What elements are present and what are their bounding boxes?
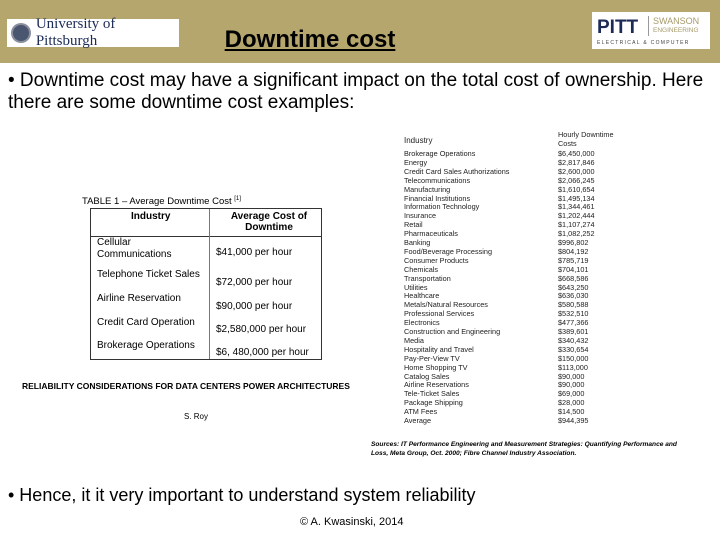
table2-row-cost: $340,432 bbox=[558, 335, 589, 345]
table2-row-industry: Food/Beverage Processing bbox=[404, 246, 493, 256]
table2-row-cost: $2,600,000 bbox=[558, 166, 595, 176]
table2-row-industry: Airline Reservations bbox=[404, 380, 469, 390]
table1-row-industry: Cellular Communications bbox=[97, 237, 172, 260]
table1-header bbox=[91, 209, 321, 237]
header-bar bbox=[0, 0, 720, 63]
table1-caption bbox=[82, 196, 241, 207]
table2-row-cost: $389,601 bbox=[558, 327, 589, 336]
table1-ref: [1] bbox=[234, 196, 241, 202]
table1-row-cost: $6, 480,000 per hour bbox=[216, 347, 309, 358]
table1-row-cost: $2,580,000 per hour bbox=[216, 324, 307, 335]
table1-header-cost: Average Cost of Downtime bbox=[230, 211, 308, 233]
table2-row-cost: $69,000 bbox=[558, 389, 585, 399]
table2-row-industry: Utilities bbox=[404, 282, 428, 292]
table2-row-industry: Construction and Engineering bbox=[404, 327, 501, 336]
table2-row-cost: $1,495,134 bbox=[558, 193, 595, 203]
table2-row-industry: Manufacturing bbox=[404, 184, 451, 194]
table2-row-industry: Energy bbox=[404, 157, 428, 167]
table2-row-industry: Package Shipping bbox=[404, 398, 463, 408]
table2-row-industry: Metals/Natural Resources bbox=[404, 300, 488, 310]
table2-row-cost: $14,500 bbox=[558, 407, 585, 417]
table2-row-industry: ATM Fees bbox=[404, 407, 438, 417]
table2-row-industry: Healthcare bbox=[404, 291, 440, 301]
table2-row-industry: Home Shopping TV bbox=[404, 362, 468, 372]
table2-row-cost: $90,000 bbox=[558, 380, 585, 390]
table2-row-cost: $580,588 bbox=[558, 300, 589, 310]
table2-row-industry: Catalog Sales bbox=[404, 371, 450, 381]
table1-row-industry: Telephone Ticket Sales bbox=[97, 269, 200, 280]
table1-row-cost: $41,000 per hour bbox=[216, 247, 293, 258]
table2-row-cost: $804,192 bbox=[558, 246, 589, 256]
table2-row-cost: $785,719 bbox=[558, 255, 589, 265]
table2-sources: Sources: IT Performance Engineering and Measurement Strategies: Quantifying Performance and Loss, Meta Group, Oct. 2000; Fibre Channel Industry Association. bbox=[371, 441, 677, 457]
table2-row-industry: Insurance bbox=[404, 211, 437, 221]
table2-row-cost: $532,510 bbox=[558, 309, 589, 319]
page-title: Downtime cost bbox=[224, 26, 396, 53]
column-divider bbox=[209, 209, 210, 359]
table1-source-title: RELIABILITY CONSIDERATIONS FOR DATA CENTERS POWER ARCHITECTURES bbox=[22, 381, 350, 391]
table2-row-industry: Tele-Ticket Sales bbox=[404, 389, 460, 399]
table2-row-industry: Consumer Products bbox=[404, 255, 469, 265]
table2-row-cost: $2,066,245 bbox=[558, 175, 595, 185]
table2-row-cost: $477,366 bbox=[558, 318, 589, 328]
logo-swanson bbox=[648, 16, 699, 36]
table2-row-cost: $643,250 bbox=[558, 282, 589, 292]
table2-row-industry: Brokerage Operations bbox=[404, 149, 476, 158]
table2-row-cost: $1,202,444 bbox=[558, 211, 595, 221]
table2-row-cost: $150,000 bbox=[558, 353, 589, 363]
table2-row-industry: Chemicals bbox=[404, 264, 439, 274]
table2-row-industry: Information Technology bbox=[404, 202, 480, 212]
table2-row-industry: Pay-Per-View TV bbox=[404, 353, 460, 363]
logo-swanson-text: SWANSON bbox=[653, 16, 700, 26]
table2-row-cost: $944,395 bbox=[558, 416, 589, 425]
table1-row-cost: $72,000 per hour bbox=[216, 277, 293, 288]
logo-pitt: PITT bbox=[597, 17, 639, 38]
table2-row-cost: $636,030 bbox=[558, 291, 589, 301]
table2-row-industry: Retail bbox=[404, 220, 423, 230]
table2-row-cost: $704,101 bbox=[558, 264, 589, 274]
table1-author: S. Roy bbox=[184, 412, 209, 421]
table1-header-industry: Industry bbox=[131, 211, 171, 222]
footer-copyright: © A. Kwasinski, 2014 bbox=[300, 516, 404, 528]
table2-row-industry: Professional Services bbox=[404, 309, 475, 319]
table2-row-cost: $330,654 bbox=[558, 344, 589, 354]
table1 bbox=[90, 208, 322, 360]
pitt-swanson-logo bbox=[592, 12, 710, 49]
table2-row-cost: $668,586 bbox=[558, 273, 589, 283]
table2-row-industry: Financial Institutions bbox=[404, 193, 471, 203]
table1-row-cost: $90,000 per hour bbox=[216, 301, 293, 312]
logo-text: University of Pittsburgh bbox=[35, 16, 116, 49]
table2-row-cost: $90,000 bbox=[558, 371, 585, 381]
table2-row-cost: $113,000 bbox=[558, 362, 588, 372]
table2-row-industry: Average bbox=[404, 416, 432, 425]
logo-dept: ELECTRICAL & COMPUTER bbox=[597, 40, 690, 46]
table1-row-industry: Brokerage Operations bbox=[97, 340, 195, 351]
table2-row-cost: $1,610,654 bbox=[558, 184, 595, 194]
table2-row-industry: Media bbox=[404, 335, 424, 345]
table2-row-cost: $1,082,252 bbox=[558, 229, 595, 239]
table2-row-industry: Hospitality and Travel bbox=[404, 344, 474, 354]
table1-row-industry: Credit Card Operation bbox=[97, 317, 195, 328]
table2-header-industry: Industry bbox=[404, 136, 433, 145]
table2-row-cost: $6,450,000 bbox=[558, 149, 595, 158]
logo-engineering: ENGINEERING bbox=[653, 27, 699, 34]
table2-row-industry: Transportation bbox=[404, 273, 451, 283]
table2-header-cost: Hourly Downtime Costs bbox=[558, 130, 614, 148]
bullet-intro: • Downtime cost may have a significant impact on the total cost of ownership. Here there are some downtime cost examples: bbox=[8, 70, 704, 113]
table2-row-industry: Banking bbox=[404, 238, 431, 247]
table2-row-cost: $28,000 bbox=[558, 398, 585, 408]
table2-row-industry: Electronics bbox=[404, 318, 440, 328]
table2-row-industry: Telecommunications bbox=[404, 175, 471, 185]
table2-row-cost: $996,802 bbox=[558, 238, 589, 247]
table2-row-cost: $2,817,846 bbox=[558, 157, 595, 167]
table2-row-industry: Pharmaceuticals bbox=[404, 229, 458, 239]
table1-caption-text: TABLE 1 – Average Downtime Cost bbox=[82, 196, 232, 208]
table1-row-industry: Airline Reservation bbox=[97, 293, 181, 304]
table2-row-industry: Credit Card Sales Authorizations bbox=[404, 166, 510, 176]
table2-row-cost: $1,344,461 bbox=[558, 202, 595, 212]
bullet-conclusion: • Hence, it it very important to understand system reliability bbox=[8, 485, 476, 505]
table2-row-cost: $1,107,274 bbox=[558, 220, 595, 230]
